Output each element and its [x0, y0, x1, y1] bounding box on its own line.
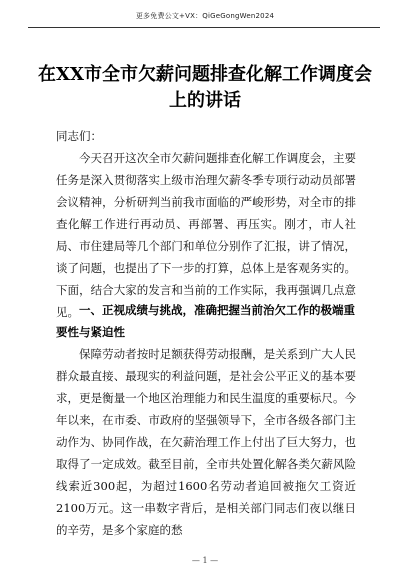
section-heading-1: 一、正视成绩与挑战，准确把握当前治欠工作的极端重要性与紧迫性 — [56, 303, 355, 339]
paragraph-section-1: 保障劳动者按时足额获得劳动报酬，是关系到广大人民群众最直接、最现实的利益问题，是社会公平正义的基本要求，更是衡量一个地区治理能力和民生温度的重要标尺。今年以来，在市委、市政府的坚强领导下，全市各级各部门主动作为、协同作战，在欠薪治理工作上付出了巨大努力，也取得了一定成效。截至目前，全市共处置化解各类欠薪风险线索近300起，为超过1600名劳动者追回被拖欠工资近2100万元。这一串数字背后，是相关部门同志们夜以继日的辛劳，是多个家庭的愁 — [56, 347, 356, 537]
paragraph-intro: 今天召开这次全市欠薪问题排查化解工作调度会，主要任务是深入贯彻落实上级市治理欠薪冬季专项行动动员部署会议精神，分析研判当前我市面临的严峻形势，对全市的排查化解工作进行再动员、再部署、再压实。刚才，市人社局、市住建局等几个部门和单位分别作了汇报，讲了情况，谈了问题，也提出了下一步的打算，总体上是客观务实的。下面，结合大家的发言和当前的工作实际，我再强调几点意见。 — [56, 151, 356, 319]
header-note: 更多免费公文+VX：QiGeGongWen2024 — [135, 12, 275, 20]
header-divider — [28, 27, 380, 28]
document-title: 在XX市全市欠薪问题排查化解工作调度会上的讲话 — [38, 64, 372, 111]
salutation: 同志们： — [56, 129, 102, 143]
page-number: — 1 — — [191, 556, 219, 565]
